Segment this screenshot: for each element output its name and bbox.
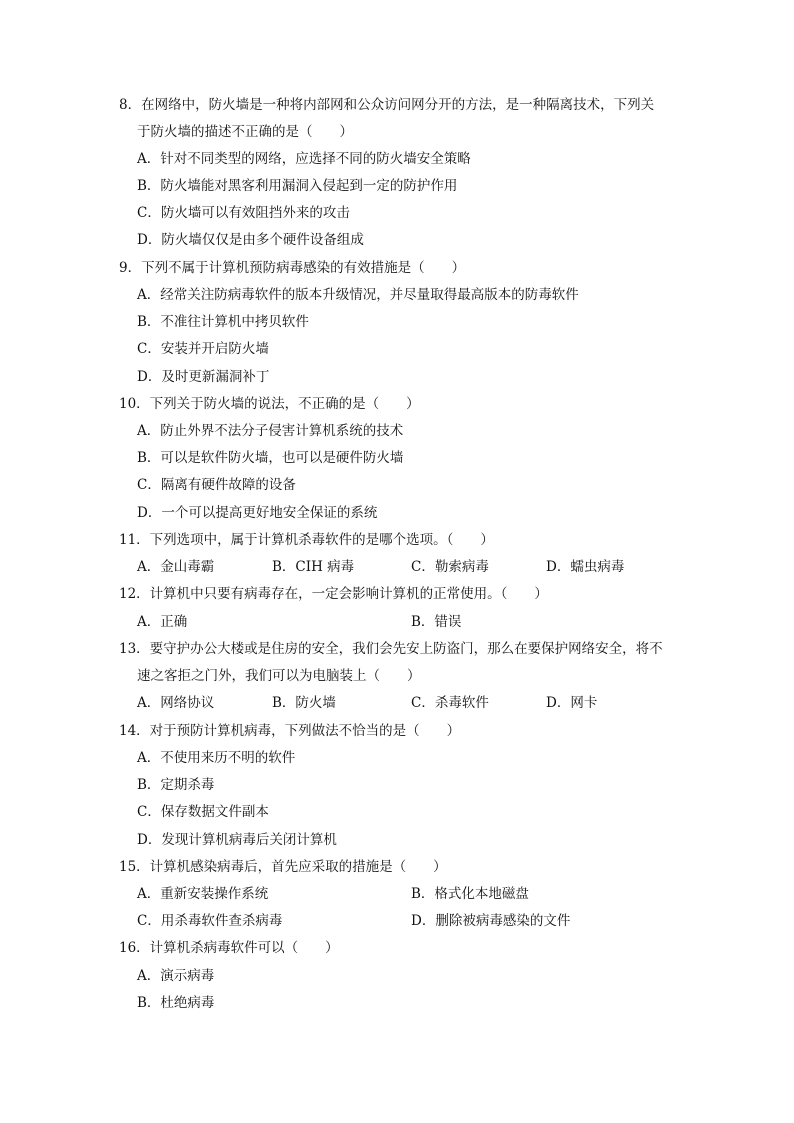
question-15-option-b: B．格式化本地磁盘	[411, 886, 529, 902]
question-9-option-b: B．不准往计算机中拷贝软件	[137, 314, 309, 330]
question-13-stem: 13．要守护办公大楼或是住房的安全，我们会先安上防盗门，那么在要保护网络安全，将不	[119, 641, 663, 657]
question-11-option-a: A．金山毒霸	[137, 559, 215, 575]
question-13-option-b: B．防火墙	[272, 695, 336, 711]
question-13-option-c: C．杀毒软件	[411, 695, 489, 711]
question-14-option-d: D．发现计算机病毒后关闭计算机	[137, 832, 337, 848]
question-11-option-b: B．CIH 病毒	[272, 559, 355, 575]
question-16-option-a: A．演示病毒	[137, 968, 215, 984]
question-12-stem: 12．计算机中只要有病毒存在，一定会影响计算机的正常使用。（ ）	[119, 586, 548, 602]
question-9-option-d: D．及时更新漏洞补丁	[137, 369, 270, 385]
question-14-option-a: A．不使用来历不明的软件	[137, 750, 296, 766]
question-16-option-b: B．杜绝病毒	[137, 995, 215, 1011]
question-10-option-c: C．隔离有硬件故障的设备	[137, 477, 296, 493]
question-13-option-a: A．网络协议	[137, 695, 215, 711]
question-8-option-a: A．针对不同类型的网络，应选择不同的防火墙安全策略	[137, 151, 471, 167]
question-10-option-a: A．防止外界不法分子侵害计算机系统的技术	[137, 423, 404, 439]
question-9-option-c: C．安装并开启防火墙	[137, 341, 269, 357]
question-14-stem: 14．对于预防计算机病毒，下列做法不恰当的是（ ）	[119, 723, 461, 739]
question-15-option-a: A．重新安装操作系统	[137, 886, 269, 902]
question-9-option-a: A．经常关注防病毒软件的版本升级情况，并尽量取得最高版本的防毒软件	[137, 287, 579, 303]
question-10-option-d: D．一个可以提高更好地安全保证的系统	[137, 505, 378, 521]
question-14-option-b: B．定期杀毒	[137, 777, 215, 793]
question-12-option-b: B．错误	[411, 614, 462, 630]
question-11-option-d: D．蠕虫病毒	[546, 559, 625, 575]
question-8-option-c: C．防火墙可以有效阻挡外来的攻击	[137, 205, 350, 221]
question-16-stem: 16．计算机杀病毒软件可以（ ）	[119, 940, 339, 956]
question-8-stem: 8．在网络中，防火墙是一种将内部网和公众访问网分开的方法，是一种隔离技术，下列关	[119, 97, 655, 113]
question-11-stem: 11．下列选项中，属于计算机杀毒软件的是哪个选项。（ ）	[119, 532, 494, 548]
question-13-stem-cont: 速之客拒之门外，我们可以为电脑装上（ ）	[137, 668, 421, 684]
question-8-stem-cont: 于防火墙的描述不正确的是（ ）	[137, 124, 353, 140]
question-15-stem: 15．计算机感染病毒后，首先应采取的措施是（ ）	[119, 859, 447, 875]
question-12-option-a: A．正确	[137, 614, 188, 630]
question-13-option-d: D．网卡	[546, 695, 598, 711]
question-9-stem: 9．下列不属于计算机预防病毒感染的有效措施是（ ）	[119, 260, 466, 276]
question-14-option-c: C．保存数据文件副本	[137, 804, 269, 820]
question-10-option-b: B．可以是软件防火墙，也可以是硬件防火墙	[137, 450, 404, 466]
question-8-option-d: D．防火墙仅仅是由多个硬件设备组成	[137, 232, 364, 248]
question-11-option-c: C．勒索病毒	[411, 559, 489, 575]
question-8-option-b: B．防火墙能对黑客利用漏洞入侵起到一定的防护作用	[137, 178, 458, 194]
question-15-option-d: D．删除被病毒感染的文件	[411, 913, 571, 929]
question-10-stem: 10．下列关于防火墙的说法，不正确的是（ ）	[119, 396, 420, 412]
question-15-option-c: C．用杀毒软件查杀病毒	[137, 913, 283, 929]
